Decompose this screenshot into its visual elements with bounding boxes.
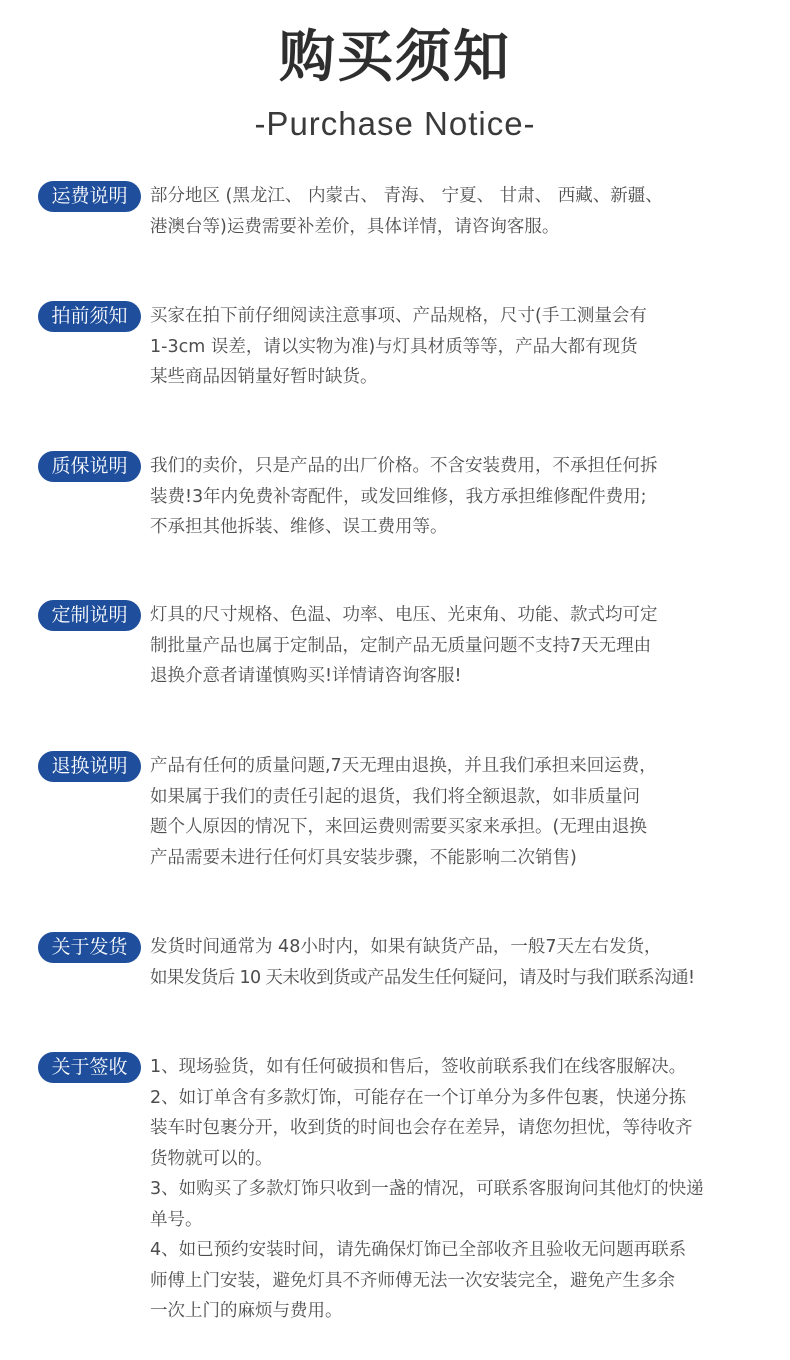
text-line: 如果属于我们的责任引起的退货，我们将全额退款，如非质量问 [150, 786, 640, 807]
section-badge: 关于签收 [38, 1052, 141, 1083]
page-title: 购买须知 [279, 25, 511, 90]
text-line: 灯具的尺寸规格、色温、功率、电压、光束角、功能、款式均可定 [150, 605, 658, 625]
section-badge: 关于发货 [38, 932, 141, 963]
text-line: 4、如已预约安装时间，请先确保灯饰已全部收齐且验收无问题再联系 [150, 1240, 687, 1260]
section-badge: 运费说明 [38, 181, 141, 212]
text-line: 港澳台等)运费需要补差价，具体详情，请咨询客服。 [150, 216, 560, 237]
text-line: 3、如购买了多款灯饰只收到一盏的情况，可联系客服询问其他灯的快递 [150, 1179, 704, 1199]
section-text [150, 600, 762, 692]
text-line: 师傅上门安装，避免灯具不齐师傅无法一次安装完全，避免产生多余 [150, 1270, 675, 1291]
section-badge: 质保说明 [38, 451, 141, 482]
text-line: 货物就可以的。 [150, 1148, 273, 1169]
text-line: 1、现场验货，如有任何破损和售后，签收前联系我们在线客服解决。 [150, 1057, 687, 1077]
section-text [150, 1052, 762, 1327]
text-line: 产品需要未进行任何灯具安装步骤，不能影响二次销售) [150, 847, 577, 868]
section-text [150, 451, 762, 543]
section-text [150, 751, 762, 873]
section-text [150, 181, 762, 242]
text-line: 一次上门的麻烦与费用。 [150, 1301, 343, 1321]
text-line: 题个人原因的情况下，来回运费则需要买家来承担。(无理由退换 [150, 817, 647, 837]
text-line: 我们的卖价，只是产品的出厂价格。不含安装费用，不承担任何拆 [150, 456, 658, 476]
text-line: 装车时包裹分开，收到货的时间也会存在差异，请您勿担忧，等待收齐 [150, 1118, 693, 1138]
section-text [150, 301, 762, 393]
text-line: 某些商品因销量好暂时缺货。 [150, 367, 378, 387]
text-line: 买家在拍下前仔细阅读注意事项、产品规格，尺寸(手工测量会有 [150, 306, 647, 326]
page-subtitle: -Purchase Notice- [254, 105, 536, 142]
text-line: 发货时间通常为 48小时内，如果有缺货产品，一般7天左右发货， [150, 937, 662, 957]
section-badge: 拍前须知 [38, 301, 141, 332]
text-line: 2、如订单含有多款灯饰，可能存在一个订单分为多件包裹，快递分拣 [150, 1087, 687, 1108]
section-text [150, 932, 762, 993]
text-line: 退换介意者请谨慎购买!详情请咨询客服! [150, 666, 462, 686]
text-line: 1-3cm 误差，请以实物为准)与灯具材质等等，产品大都有现货 [150, 336, 638, 357]
text-line: 制批量产品也属于定制品，定制产品无质量问题不支持7天无理由 [150, 635, 652, 656]
text-line: 装费!3年内免费补寄配件，或发回维修，我方承担维修配件费用; [150, 486, 647, 507]
text-line: 不承担其他拆装、维修、误工费用等。 [150, 517, 448, 537]
text-line: 单号。 [150, 1209, 203, 1230]
section-badge: 定制说明 [38, 600, 141, 631]
section-badge: 退换说明 [38, 751, 141, 782]
text-line: 如果发货后 10 天未收到货或产品发生任何疑问，请及时与我们联系沟通! [150, 967, 695, 988]
text-line: 产品有任何的质量问题,7天无理由退换，并且我们承担来回运费， [150, 756, 657, 776]
text-line: 部分地区 (黑龙江、 内蒙古、 青海、 宁夏、 甘肃、 西藏、新疆、 [150, 186, 663, 206]
